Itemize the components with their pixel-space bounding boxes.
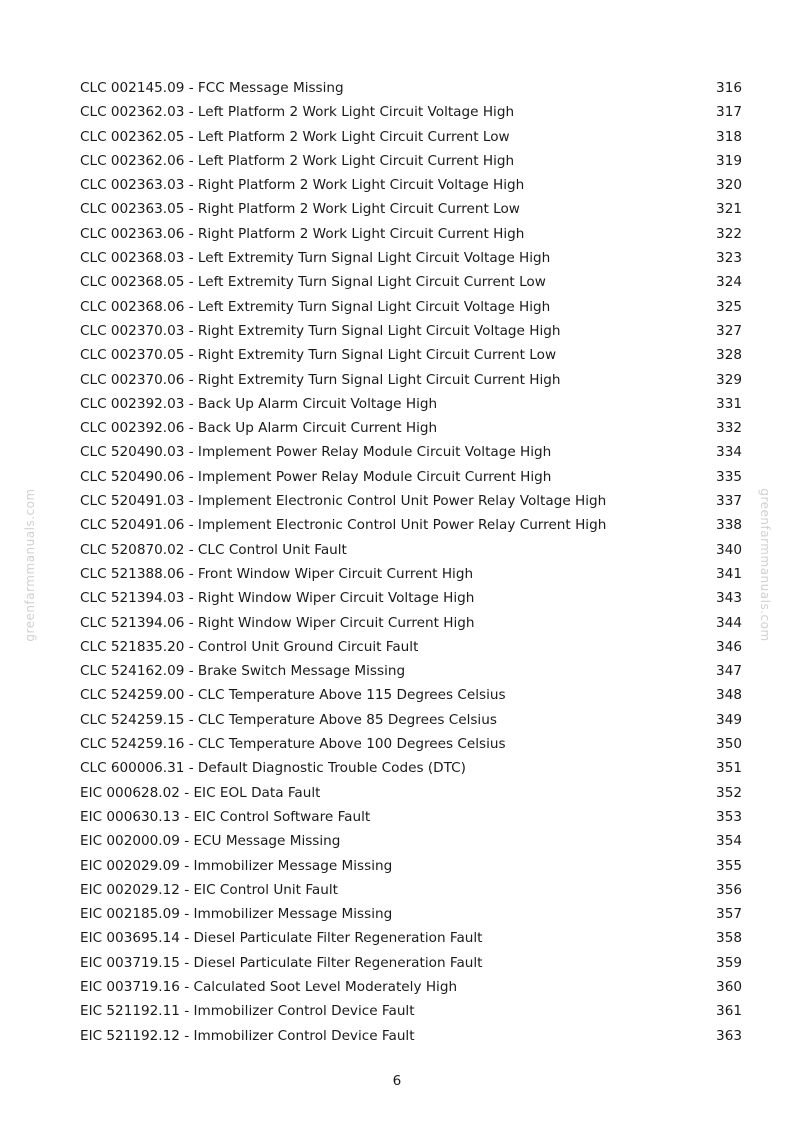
- toc-entry[interactable]: [80, 683, 742, 707]
- toc-entry-page: 340: [716, 541, 742, 558]
- toc-entry-title: CLC 002362.05 - Left Platform 2 Work Light Circuit Current Low: [80, 128, 510, 145]
- toc-entry-title: CLC 002368.05 - Left Extremity Turn Signal Light Circuit Current Low: [80, 274, 546, 291]
- toc-entry-title: EIC 521192.12 - Immobilizer Control Device Fault: [80, 1027, 415, 1044]
- toc-entry-title: EIC 002029.12 - EIC Control Unit Fault: [80, 881, 338, 898]
- toc-entry[interactable]: [80, 76, 742, 100]
- toc-entry-page: 328: [716, 347, 742, 364]
- toc-entry-title: CLC 002363.03 - Right Platform 2 Work Light Circuit Voltage High: [80, 177, 525, 194]
- toc-entry-title: CLC 520491.06 - Implement Electronic Control Unit Power Relay Current High: [80, 517, 607, 534]
- toc-entry-page: 337: [716, 493, 742, 510]
- toc-entry-title: CLC 520490.06 - Implement Power Relay Module Circuit Current High: [80, 468, 552, 485]
- toc-entry-title: CLC 002363.06 - Right Platform 2 Work Light Circuit Current High: [80, 225, 525, 242]
- toc-entry-page: 331: [716, 395, 742, 412]
- toc-entry-page: 325: [716, 298, 742, 315]
- toc-entry-page: 361: [716, 1003, 742, 1020]
- toc-entry[interactable]: [80, 270, 742, 294]
- toc-entry[interactable]: [80, 222, 742, 246]
- toc-entry[interactable]: [80, 829, 742, 853]
- toc-entry-title: CLC 002368.03 - Left Extremity Turn Signal Light Circuit Voltage High: [80, 250, 551, 267]
- toc-entry-title: CLC 520491.03 - Implement Electronic Control Unit Power Relay Voltage High: [80, 493, 607, 510]
- toc-entry[interactable]: [80, 926, 742, 950]
- toc-entry-page: 322: [716, 225, 742, 242]
- toc-entry[interactable]: [80, 708, 742, 732]
- toc-entry-title: CLC 521394.03 - Right Window Wiper Circuit Voltage High: [80, 590, 475, 607]
- toc-entry-page: 358: [716, 930, 742, 947]
- toc-entry[interactable]: [80, 781, 742, 805]
- toc-entry-title: CLC 002368.06 - Left Extremity Turn Signal Light Circuit Voltage High: [80, 298, 551, 315]
- toc-entry-page: 346: [716, 638, 742, 655]
- toc-entry-title: CLC 002370.06 - Right Extremity Turn Signal Light Circuit Current High: [80, 371, 561, 388]
- toc-entry-title: CLC 520490.03 - Implement Power Relay Module Circuit Voltage High: [80, 444, 552, 461]
- toc-entry[interactable]: [80, 465, 742, 489]
- toc-entry-title: CLC 521835.20 - Control Unit Ground Circuit Fault: [80, 638, 419, 655]
- toc-entry[interactable]: [80, 246, 742, 270]
- toc-entry[interactable]: [80, 319, 742, 343]
- toc-entry-page: 341: [716, 565, 742, 582]
- toc-entry[interactable]: [80, 732, 742, 756]
- toc-entry[interactable]: [80, 149, 742, 173]
- toc-entry-page: 348: [716, 687, 742, 704]
- toc-entry[interactable]: [80, 343, 742, 367]
- toc-entry-page: 355: [716, 857, 742, 874]
- toc-entry-title: CLC 002362.06 - Left Platform 2 Work Light Circuit Current High: [80, 152, 515, 169]
- toc-entry[interactable]: [80, 173, 742, 197]
- toc-entry[interactable]: [80, 975, 742, 999]
- toc-entry[interactable]: [80, 586, 742, 610]
- toc-entry[interactable]: [80, 392, 742, 416]
- toc-entry[interactable]: [80, 756, 742, 780]
- toc-entry[interactable]: [80, 902, 742, 926]
- toc-entry-page: 347: [716, 663, 742, 680]
- toc-entry-page: 316: [716, 80, 742, 96]
- toc-entry[interactable]: [80, 538, 742, 562]
- toc-entry-page: 357: [716, 906, 742, 923]
- toc-entry[interactable]: [80, 368, 742, 392]
- toc-entry-title: CLC 002392.03 - Back Up Alarm Circuit Voltage High: [80, 395, 438, 412]
- toc-entry-page: 332: [716, 420, 742, 437]
- toc-entry-page: 354: [716, 833, 742, 850]
- toc-entry-page: 360: [716, 978, 742, 995]
- toc-entry-page: 359: [716, 954, 742, 971]
- toc-entry[interactable]: [80, 805, 742, 829]
- toc-entry-title: CLC 002392.06 - Back Up Alarm Circuit Current High: [80, 420, 438, 437]
- toc-entry-page: 343: [716, 590, 742, 607]
- toc-entry-title: CLC 002362.03 - Left Platform 2 Work Light Circuit Voltage High: [80, 104, 515, 121]
- toc-entry-page: 329: [716, 371, 742, 388]
- toc-entry[interactable]: [80, 611, 742, 635]
- toc-entry-page: 363: [716, 1027, 742, 1044]
- toc-entry[interactable]: [80, 562, 742, 586]
- toc-entry[interactable]: [80, 878, 742, 902]
- toc-entry-page: 319: [716, 152, 742, 169]
- toc-entry[interactable]: [80, 951, 742, 975]
- toc-entry-page: 324: [716, 274, 742, 291]
- toc-entry-page: 321: [716, 201, 742, 218]
- watermark-right: greenfarmmanuals.com: [758, 488, 772, 642]
- toc-entry[interactable]: [80, 513, 742, 537]
- table-of-contents: [80, 76, 742, 1048]
- toc-entry[interactable]: [80, 854, 742, 878]
- toc-entry-title: EIC 521192.11 - Immobilizer Control Device Fault: [80, 1003, 415, 1020]
- toc-entry-page: 353: [716, 808, 742, 825]
- toc-entry[interactable]: [80, 416, 742, 440]
- toc-entry-page: 344: [716, 614, 742, 631]
- toc-entry-title: EIC 000628.02 - EIC EOL Data Fault: [80, 784, 321, 801]
- toc-entry[interactable]: [80, 659, 742, 683]
- toc-entry-title: EIC 003719.16 - Calculated Soot Level Moderately High: [80, 978, 458, 995]
- toc-entry-title: CLC 002363.05 - Right Platform 2 Work Light Circuit Current Low: [80, 201, 520, 218]
- toc-entry[interactable]: [80, 489, 742, 513]
- toc-entry-title: CLC 524259.00 - CLC Temperature Above 115 Degrees Celsius: [80, 687, 506, 704]
- toc-entry-title: CLC 524162.09 - Brake Switch Message Missing: [80, 663, 406, 680]
- toc-entry-page: 335: [716, 468, 742, 485]
- toc-entry[interactable]: [80, 999, 742, 1023]
- toc-entry-page: 317: [716, 104, 742, 121]
- toc-entry-page: 338: [716, 517, 742, 534]
- toc-entry-title: CLC 600006.31 - Default Diagnostic Trouble Codes (DTC): [80, 760, 466, 777]
- toc-entry-page: 349: [716, 711, 742, 728]
- toc-entry-page: 352: [716, 784, 742, 801]
- toc-entry-page: 323: [716, 250, 742, 267]
- toc-entry-title: CLC 524259.15 - CLC Temperature Above 85 Degrees Celsius: [80, 711, 497, 728]
- toc-entry-title: EIC 002029.09 - Immobilizer Message Missing: [80, 857, 393, 874]
- toc-entry-page: 318: [716, 128, 742, 145]
- page-number: 6: [392, 1073, 402, 1089]
- toc-entry-page: 351: [716, 760, 742, 777]
- toc-entry-title: CLC 521394.06 - Right Window Wiper Circuit Current High: [80, 614, 475, 631]
- toc-entry[interactable]: [80, 440, 742, 464]
- toc-entry[interactable]: [80, 100, 742, 124]
- toc-entry[interactable]: [80, 125, 742, 149]
- toc-entry-title: EIC 002000.09 - ECU Message Missing: [80, 833, 341, 850]
- toc-entry-title: CLC 002145.09 - FCC Message Missing: [80, 80, 344, 96]
- toc-entry-title: EIC 003719.15 - Diesel Particulate Filter Regeneration Fault: [80, 954, 483, 971]
- watermark-left: greenfarmmanuals.com: [23, 488, 37, 642]
- toc-entry-title: CLC 002370.05 - Right Extremity Turn Signal Light Circuit Current Low: [80, 347, 557, 364]
- toc-entry-title: CLC 524259.16 - CLC Temperature Above 100 Degrees Celsius: [80, 736, 506, 753]
- toc-entry-title: EIC 002185.09 - Immobilizer Message Missing: [80, 906, 393, 923]
- toc-entry-page: 327: [716, 322, 742, 339]
- toc-entry[interactable]: [80, 295, 742, 319]
- toc-entry-title: CLC 002370.03 - Right Extremity Turn Signal Light Circuit Voltage High: [80, 322, 561, 339]
- toc-entry-title: CLC 521388.06 - Front Window Wiper Circuit Current High: [80, 565, 474, 582]
- toc-entry-page: 356: [716, 881, 742, 898]
- toc-entry-page: 350: [716, 736, 742, 753]
- toc-entry-page: 320: [716, 177, 742, 194]
- toc-entry-title: EIC 000630.13 - EIC Control Software Fault: [80, 808, 371, 825]
- toc-entry-page: 334: [716, 444, 742, 461]
- toc-entry-title: CLC 520870.02 - CLC Control Unit Fault: [80, 541, 347, 558]
- toc-entry[interactable]: [80, 1024, 742, 1048]
- toc-entry-title: EIC 003695.14 - Diesel Particulate Filter Regeneration Fault: [80, 930, 483, 947]
- toc-entry[interactable]: [80, 635, 742, 659]
- toc-entry[interactable]: [80, 197, 742, 221]
